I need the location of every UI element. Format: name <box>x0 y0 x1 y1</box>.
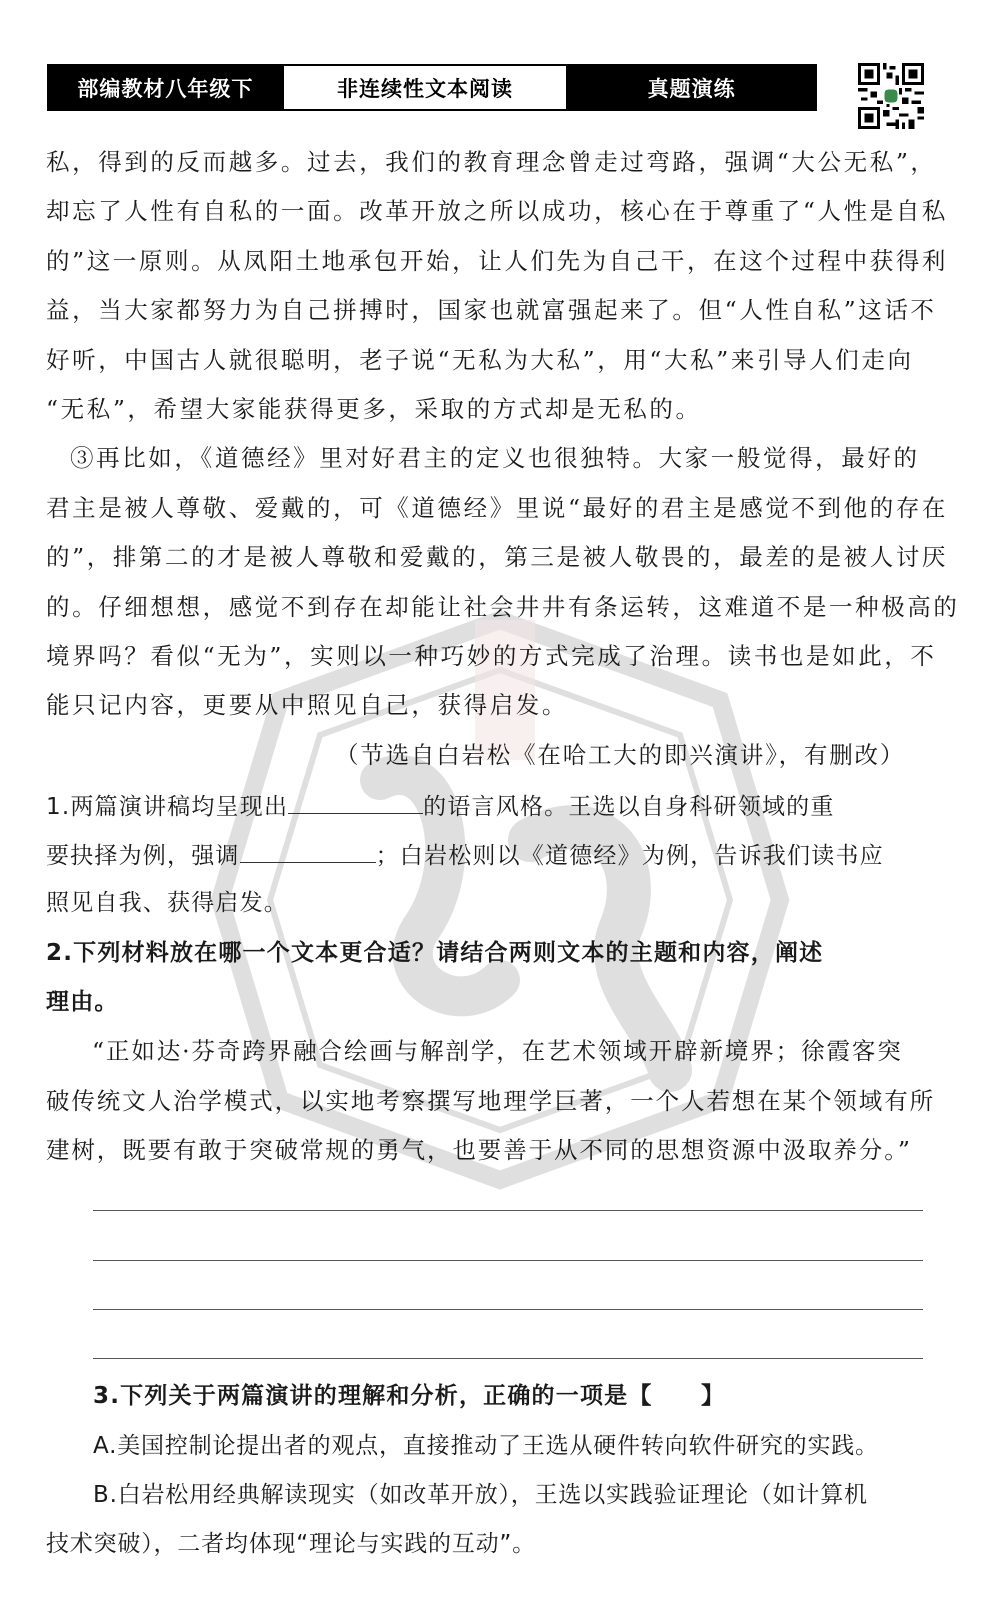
header-bar <box>47 64 817 111</box>
q2-quote-line: “正如达·芬奇跨界融合绘画与解剖学，在艺术领域开辟新境界；徐霞客突 <box>92 1037 903 1065</box>
header-grade: 部编教材八年级下 <box>49 66 282 109</box>
q1-answer-blank-2[interactable] <box>240 838 376 863</box>
q3-option-b-cont: 技术突破），二者均体现“理论与实践的互动”。 <box>46 1531 536 1557</box>
q3-option-b[interactable]: B.白岩松用经典解读现实（如改革开放），王选以实践验证理论（如计算机 <box>93 1482 868 1508</box>
passage-line: 却忘了人性有自私的一面。改革开放之所以成功，核心在于尊重了“人性是自私 <box>46 197 949 225</box>
passage-source: （节选自白岩松《在哈工大的即兴演讲》，有删改） <box>335 741 906 769</box>
passage-line: 君主是被人尊敬、爱戴的，可《道德经》里说“最好的君主是感觉不到他的存在 <box>46 494 949 522</box>
answer-line[interactable] <box>93 1358 923 1359</box>
answer-line[interactable] <box>93 1309 923 1310</box>
q2-quote-line: 破传统文人治学模式，以实地考察撰写地理学巨著，一个人若想在某个领域有所 <box>46 1087 935 1115</box>
header-topic: 非连续性文本阅读 <box>282 66 569 109</box>
q1-line-3: 照见自我、获得启发。 <box>46 890 288 916</box>
passage-line: 境界吗？看似“无为”，实则以一种巧妙的方式完成了治理。读书也是如此，不 <box>46 642 937 670</box>
answer-line[interactable] <box>93 1210 923 1211</box>
passage-line: 私，得到的反而越多。过去，我们的教育理念曾走过弯路，强调“大公无私”， <box>46 148 937 176</box>
passage-line: 能只记内容，更要从中照见自己，获得启发。 <box>46 691 568 719</box>
q3-stem: 3.下列关于两篇演讲的理解和分析，正确的一项是【 】 <box>93 1383 726 1409</box>
passage-line: “无私”，希望大家能获得更多，采取的方式却是无私的。 <box>46 395 702 423</box>
q3-option-a[interactable]: A.美国控制论提出者的观点，直接推动了王选从硬件转向软件研究的实践。 <box>93 1433 879 1459</box>
passage-line: 的”，排第二的才是被人尊敬和爱戴的，第三是被人敬畏的，最差的是被人讨厌 <box>46 543 949 571</box>
passage-line: 好听，中国古人就很聪明，老子说“无私为大私”，用“大私”来引导人们走向 <box>46 346 914 374</box>
q1-answer-blank-1[interactable] <box>288 789 423 814</box>
passage-line: ③再比如，《道德经》里对好君主的定义也很独特。大家一般觉得，最好的 <box>70 444 920 472</box>
passage-line: 的”这一原则。从凤阳土地承包开始，让人们先为自己干，在这个过程中获得利 <box>46 247 949 275</box>
q2-stem-cont: 理由。 <box>46 989 119 1015</box>
q1-line-2: 要抉择为例，强调 ；白岩松则以《道德经》为例，告诉我们读书应 <box>46 838 946 872</box>
header-section: 真题演练 <box>568 66 815 109</box>
answer-line[interactable] <box>93 1260 923 1261</box>
q2-stem: 2.下列材料放在哪一个文本更合适？请结合两则文本的主题和内容，阐述 <box>46 940 824 966</box>
q1-line-1: 1.两篇演讲稿均呈现出 的语言风格。王选以自身科研领域的重 <box>46 789 946 823</box>
qr-code-icon <box>858 63 924 129</box>
passage-line: 益，当大家都努力为自己拼搏时，国家也就富强起来了。但“人性自私”这话不 <box>46 296 937 324</box>
passage-line: 的。仔细想想，感觉不到存在却能让社会井井有条运转，这难道不是一种极高的 <box>46 593 960 621</box>
q2-quote-line: 建树，既要有敢于突破常规的勇气，也要善于从不同的思想资源中汲取养分。” <box>46 1136 912 1164</box>
